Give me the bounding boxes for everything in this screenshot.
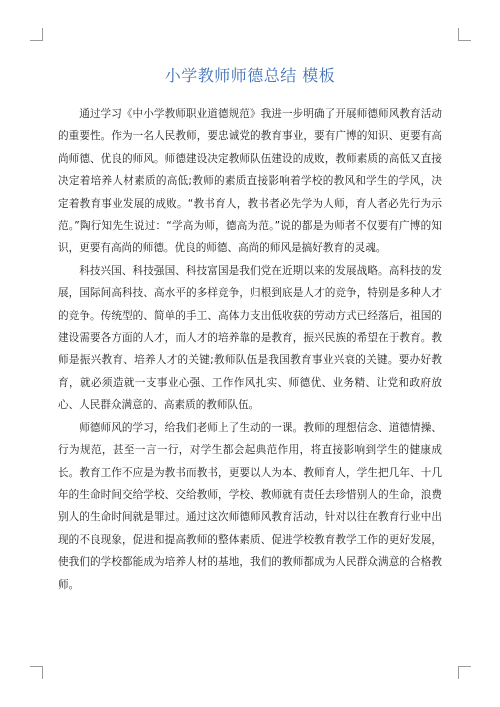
document-body	[58, 103, 442, 596]
paragraph-3: 师德师风的学习，给我们老师上了生动的一课。教师的理想信念、道德情操、行为规范，甚至一言一行，对学生都会起典范作用，将直接影响到学生的健康成长。教育工作不应是为教书而教书，更要以人为本、教师育人，学生把几年、十几年的生命时间交给学校、交给教师，学校、教师就有责任去珍惜别人的生命，浪费别人的生命时间就是罪过。通过这次师德师风教育活动，针对以往在教育行业中出现的不良现象，促进和提高教师的整体素质、促进学校教育教学工作的更好发展，使我们的学校都能成为培养人材的基地，我们的教师都成为人民群众满意的合格教师。	[58, 421, 442, 591]
crop-mark-top-right	[458, 28, 471, 41]
paragraph-2: 科技兴国、科技强国、科技富国是我们党在近期以来的发展战略。高科技的发展，国际间高科技、高水平的多样竞争，归根到底是人才的竞争，特别是多种人才的竞争。传统型的、简单的手工、高体力支出低收获的劳动方式已经落后，祖国的建设需要各方面的人才，而人才的培养靠的是教育，振兴民族的希望在于教育。教师是振兴教育、培养人才的关键;教师队伍是我国教育事业兴衰的关键。要办好教育，就必须造就一支事业心强、工作作风扎实、师德优、业务精、让党和政府放心、人民群众满意的、高素质的教师队伍。	[58, 264, 442, 412]
crop-mark-top-left	[30, 28, 43, 41]
crop-mark-bottom-left	[30, 666, 43, 679]
crop-mark-bottom-right	[458, 666, 471, 679]
page-title: 小学教师师德总结 模板	[164, 66, 336, 85]
paragraph-1: 通过学习《中小学教师职业道德规范》我进一步明确了开展师德师风教育活动的重要性。作为一名人民教师，要忠诚党的教育事业，要有广博的知识、更要有高尚师德、优良的师风。师德建设决定教师队伍建设的成败，教师素质的高低又直接决定着培养人材素质的高低;教师的素质直接影响着学校的教风和学生的学风，决定着教育事业发展的成败。“教书育人，教书者必先学为人师，育人者必先行为示范。”陶行知先生说过：“学高为师，德高为范。”说的都是为师者不仅要有广博的知识，更要有高尚的师德。优良的师德、高尚的师风是搞好教育的灵魂。	[58, 108, 442, 255]
